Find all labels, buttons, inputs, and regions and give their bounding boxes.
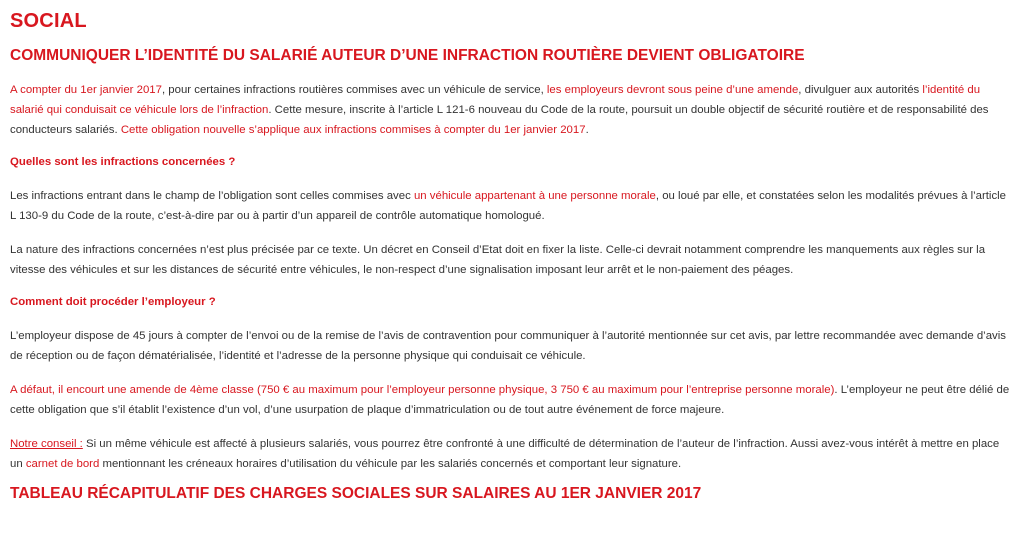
- intro-text: .: [585, 124, 589, 136]
- intro-text: . Cette mesure, inscrite à l’article L 121-6 nouveau du Code de la route, poursuit un double objectif de sécurité routière et de responsabilité des conducteurs salariés.: [10, 104, 989, 136]
- paragraph-text: , ou loué par elle, et constatées selon les modalités prévues à l’article L 130-9 du Code de la route, c’est-à-dire par ou à partir d’un appareil de contrôle automatique homologué.: [10, 190, 1007, 222]
- paragraph-fine: [10, 380, 1012, 420]
- highlight-logbook: carnet de bord: [25, 458, 100, 470]
- paragraph-infractions: [10, 186, 1012, 226]
- paragraph-text: Les infractions entrant dans le champ de l’obligation sont celles commises avec: [10, 190, 414, 202]
- question-infractions: Quelles sont les infractions concernées ?: [10, 156, 236, 168]
- section-title: SOCIAL: [10, 10, 87, 32]
- article-title: COMMUNIQUER L’IDENTITÉ DU SALARIÉ AUTEUR D’UNE INFRACTION ROUTIÈRE DEVIENT OBLIGATOIRE: [10, 47, 805, 64]
- article2-title: TABLEAU RÉCAPITULATIF DES CHARGES SOCIALES SUR SALAIRES AU 1ER JANVIER 2017: [10, 485, 702, 502]
- paragraph-deadline: L’employeur dispose de 45 jours à compter de l’envoi ou de la remise de l’avis de contravention pour communiquer à l’autorité mentionnée sur cet avis, par lettre recommandée avec demande d’avis de réception ou de façon dématérialisée, l’identité et l’adresse de la personne physique qui conduisait ce véhicule.: [10, 330, 1006, 362]
- intro-highlight-identity: l’identité du salarié qui conduisait ce véhicule lors de l’infraction: [10, 84, 981, 116]
- advice-label: Notre conseil :: [10, 438, 83, 450]
- intro-highlight-date: A compter du 1er janvier 2017: [10, 84, 162, 96]
- question-employer: Comment doit procéder l’employeur ?: [10, 296, 216, 308]
- highlight-fine: A défaut, il encourt une amende de 4ème classe (750 € au maximum pour l’employeur personne physique, 3 750 € au maximum pour l’entreprise personne morale): [10, 384, 835, 396]
- intro-paragraph: [10, 80, 1012, 140]
- intro-text: , pour certaines infractions routières commises avec un véhicule de service,: [161, 84, 547, 96]
- intro-highlight-obligation: Cette obligation nouvelle s’applique aux infractions commises à compter du 1er janvier 2017: [120, 124, 586, 136]
- paragraph-nature: La nature des infractions concernées n’est plus précisée par ce texte. Un décret en Conseil d’Etat doit en fixer la liste. Celle-ci devrait notamment comprendre les manquements aux règles sur la vitesse des véhicules et sur les distances de sécurité entre véhicules, le non-respect d’une signalisation imposant leur arrêt et le non-paiement des péages.: [10, 244, 986, 276]
- intro-text: , divulguer aux autorités: [798, 84, 923, 96]
- paragraph-text: Si un même véhicule est affecté à plusieurs salariés, vous pourrez être confronté à une difficulté de détermination de l’auteur de l’infraction. Aussi avez-vous intérêt à mettre en place un: [10, 438, 1000, 470]
- paragraph-advice: [10, 434, 1012, 474]
- paragraph-text: . L’employeur ne peut être délié de cette obligation que s’il établit l’existence d’un vol, d’une usurpation de plaque d’immatriculation ou de tout autre événement de force majeure.: [10, 384, 1010, 416]
- intro-highlight-employers: les employeurs devront sous peine d’une amende: [546, 84, 799, 96]
- highlight-vehicle: un véhicule appartenant à une personne morale: [413, 190, 656, 202]
- paragraph-text: mentionnant les créneaux horaires d’utilisation du véhicule par les salariés concernés et comportant leur signature.: [99, 458, 682, 470]
